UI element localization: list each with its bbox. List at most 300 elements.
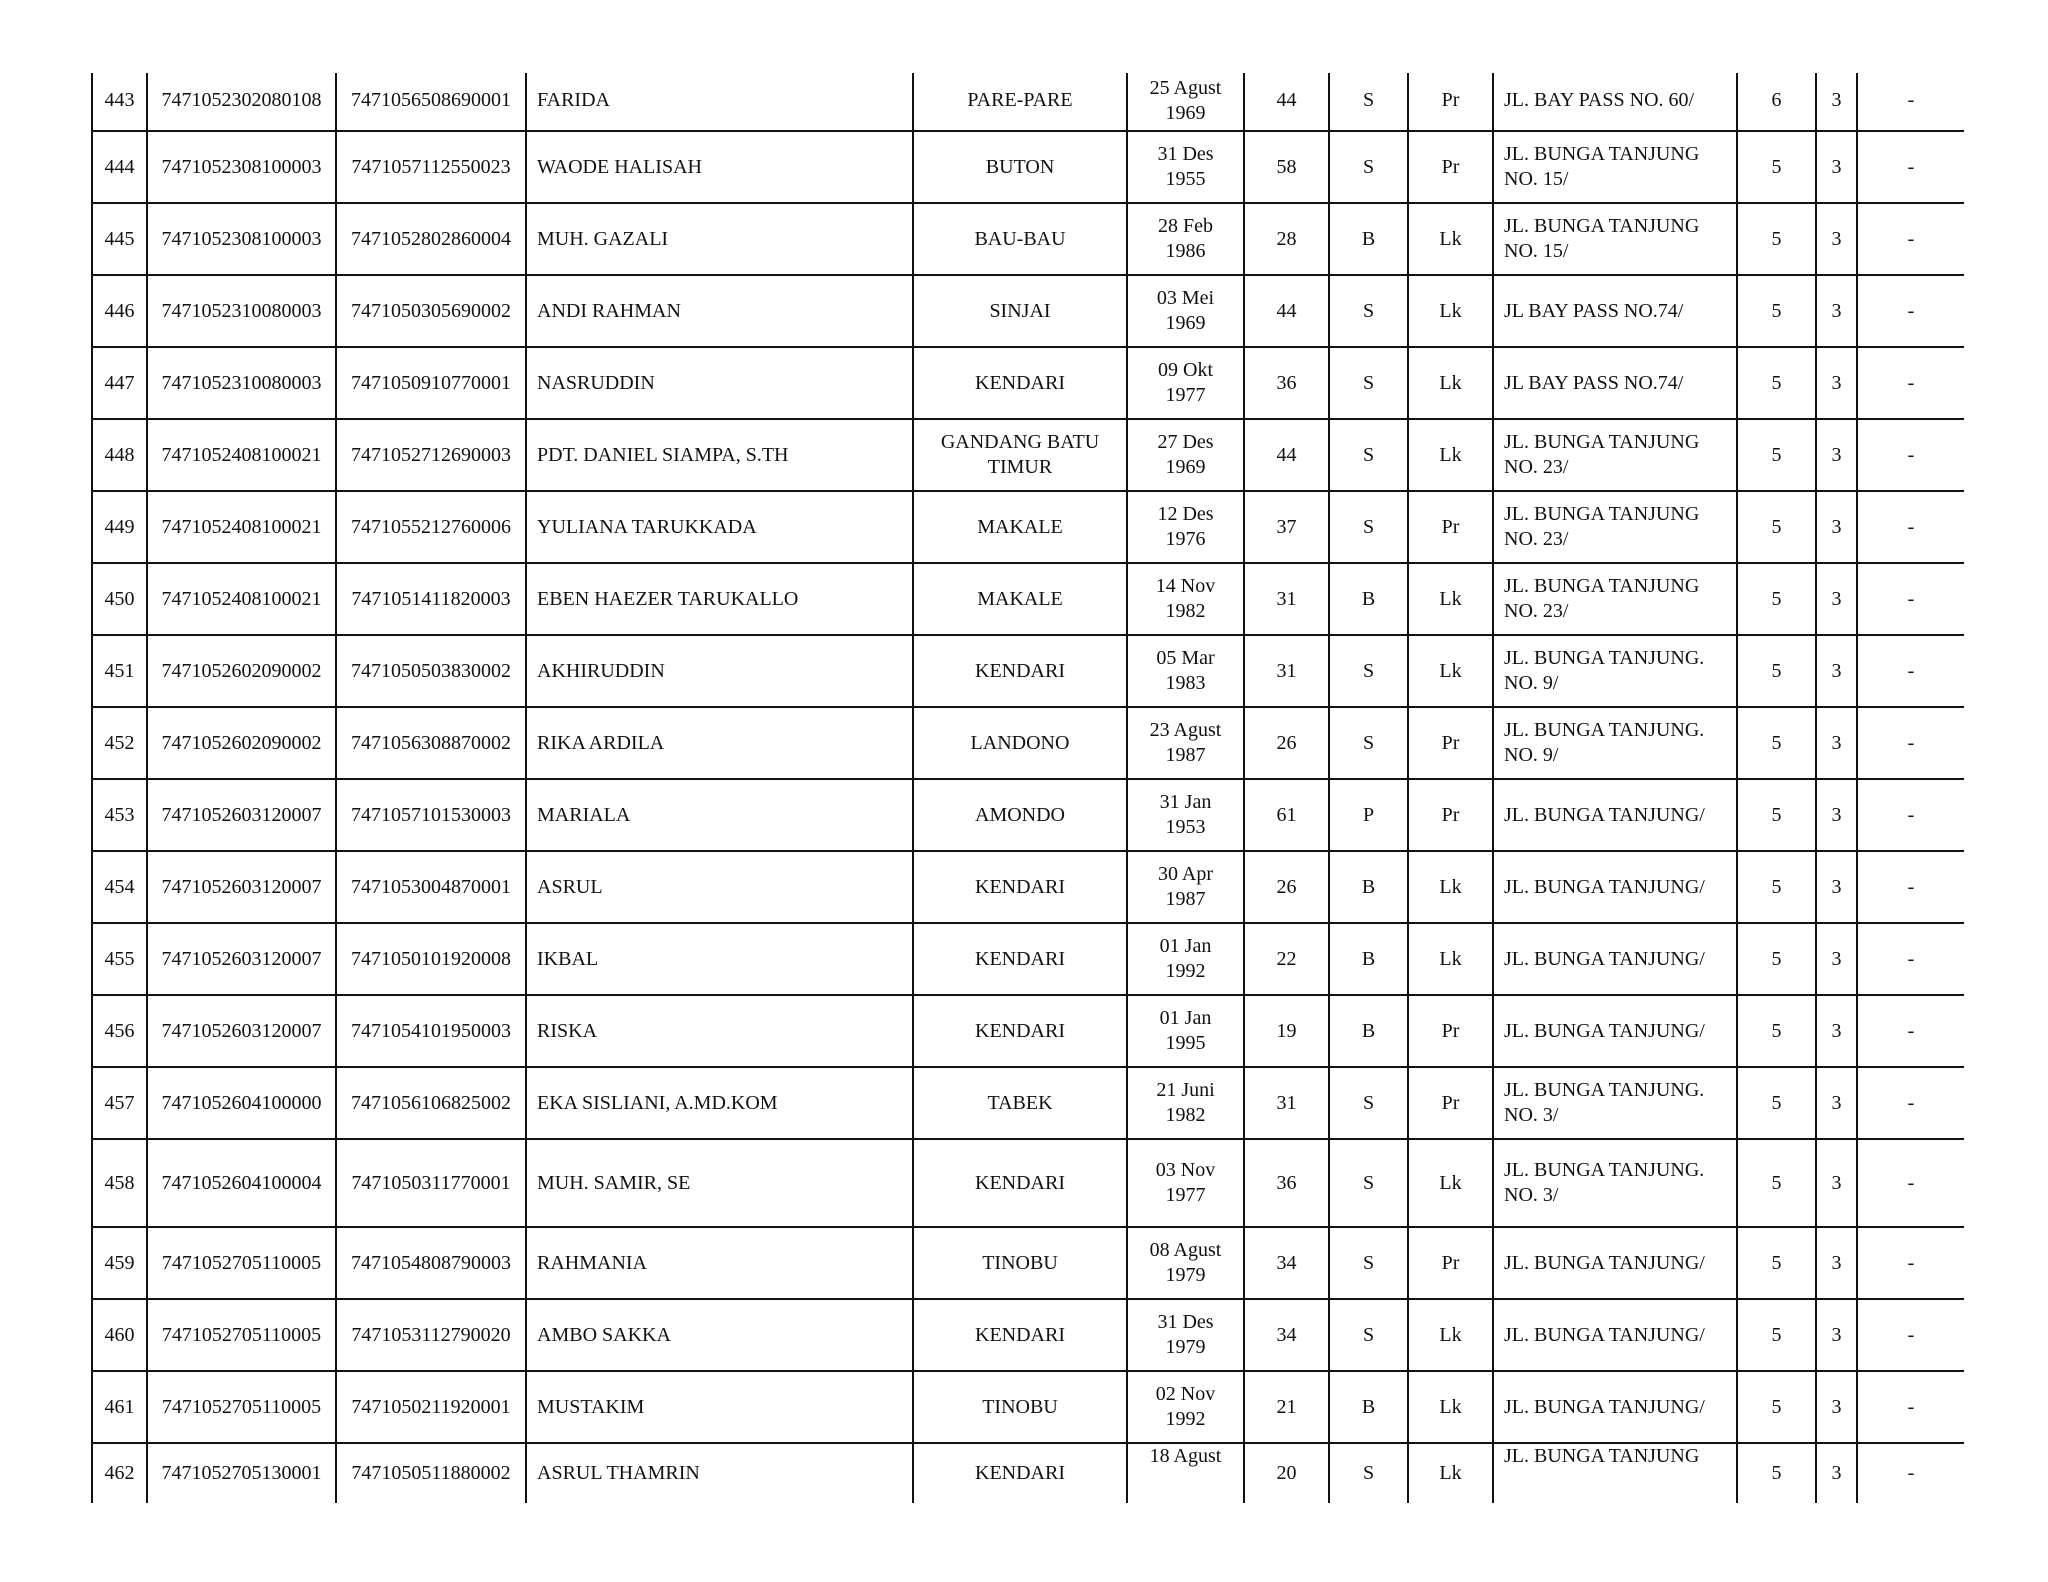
cell-name <box>526 131 913 203</box>
address-line2: NO. 3/ <box>1504 1184 1559 1206</box>
birthdate: 18 Agust <box>1149 1445 1222 1467</box>
row-number: 450 <box>104 587 135 610</box>
cell-birthplace <box>913 419 1127 491</box>
cell-address <box>1493 203 1737 275</box>
cell-rw <box>1816 1299 1857 1371</box>
cell-gender <box>1408 779 1493 851</box>
cell-no <box>92 1067 147 1139</box>
cell-name <box>526 923 913 995</box>
resident-name: IKBAL <box>537 947 599 970</box>
row-number: 458 <box>104 1171 135 1194</box>
address-line1: JL. BUNGA TANJUNG <box>1504 431 1700 453</box>
cell-marital-status <box>1329 1067 1408 1139</box>
address: JL BAY PASS NO.74/ <box>1504 371 1684 394</box>
cell-nik <box>336 851 526 923</box>
birthdate-line2: 1995 <box>1165 1032 1206 1054</box>
cell-birthdate <box>1127 923 1244 995</box>
table-row <box>92 635 1964 707</box>
marital-status: S <box>1362 299 1375 322</box>
family-card-number: 7471052603120007 <box>161 803 322 826</box>
cell-marital-status <box>1329 995 1408 1067</box>
cell-birthplace <box>913 1299 1127 1371</box>
cell-no <box>92 1371 147 1443</box>
birthdate-line1: 28 Feb <box>1158 215 1213 237</box>
cell-gender <box>1408 1139 1493 1227</box>
birthplace-line1: GANDANG BATU <box>940 431 1100 453</box>
nik-number: 7471050211920001 <box>351 1395 511 1418</box>
family-card-number: 7471052408100021 <box>161 443 322 466</box>
address: JL. BAY PASS NO. 60/ <box>1504 89 1695 111</box>
cell-address <box>1493 1299 1737 1371</box>
nik-number: 7471050511880002 <box>351 1462 511 1484</box>
gender: Lk <box>1439 875 1462 898</box>
address: JL. BUNGA TANJUNG/ <box>1504 875 1705 898</box>
cell-address <box>1493 1371 1737 1443</box>
cell-birthplace <box>913 851 1127 923</box>
cell-nik <box>336 1371 526 1443</box>
cell-address <box>1493 1139 1737 1227</box>
cell-kk <box>147 491 336 563</box>
cell-birthplace <box>913 131 1127 203</box>
cell-birthdate <box>1127 491 1244 563</box>
cell-kk <box>147 635 336 707</box>
cell-rt <box>1737 73 1816 131</box>
cell-nik <box>336 1299 526 1371</box>
age: 58 <box>1276 155 1297 178</box>
row-number: 448 <box>104 443 135 466</box>
population-register-sheet <box>91 73 1964 1513</box>
rw: 3 <box>1831 875 1842 898</box>
rw: 3 <box>1831 659 1842 682</box>
gender: Pr <box>1441 1019 1460 1042</box>
cell-name <box>526 995 913 1067</box>
resident-name: MUSTAKIM <box>537 1395 645 1418</box>
nik-number: 7471050311770001 <box>351 1171 511 1194</box>
birthdate-line1: 05 Mar <box>1156 647 1215 669</box>
note: - <box>1907 875 1915 898</box>
birthdate-line2: 1983 <box>1165 672 1206 694</box>
resident-name: FARIDA <box>537 89 610 111</box>
cell-nik <box>336 491 526 563</box>
cell-note <box>1857 419 1964 491</box>
note: - <box>1907 515 1915 538</box>
birthdate-line2: 1987 <box>1165 744 1206 766</box>
birthdate-line2: 1987 <box>1165 888 1206 910</box>
cell-rt <box>1737 851 1816 923</box>
cell-nik <box>336 923 526 995</box>
address-line1: JL. BUNGA TANJUNG <box>1504 215 1700 237</box>
cell-marital-status <box>1329 1371 1408 1443</box>
birthplace: KENDARI <box>975 1323 1065 1346</box>
birthplace: AMONDO <box>975 803 1065 826</box>
family-card-number: 7471052302080108 <box>161 89 322 111</box>
cell-name <box>526 1139 913 1227</box>
gender: Pr <box>1441 515 1460 538</box>
cell-address <box>1493 995 1737 1067</box>
birthdate-line1: 01 Jan <box>1159 1007 1212 1029</box>
row-number: 451 <box>104 659 135 682</box>
cell-marital-status <box>1329 275 1408 347</box>
table-row <box>92 1227 1964 1299</box>
rt: 5 <box>1771 731 1782 754</box>
cell-birthplace <box>913 635 1127 707</box>
birthdate-line2: 1979 <box>1165 1264 1206 1286</box>
cell-no <box>92 635 147 707</box>
family-card-number: 7471052705110005 <box>161 1395 322 1418</box>
resident-table-body <box>92 73 1964 1503</box>
birthplace: PARE-PARE <box>967 89 1073 111</box>
note: - <box>1907 299 1915 322</box>
note: - <box>1907 443 1915 466</box>
cell-no <box>92 707 147 779</box>
cell-age <box>1244 1139 1329 1227</box>
cell-note <box>1857 707 1964 779</box>
resident-name: NASRUDDIN <box>537 371 655 394</box>
birthdate-line2: 1969 <box>1165 456 1206 478</box>
row-number: 454 <box>104 875 135 898</box>
cell-name <box>526 1299 913 1371</box>
cell-no <box>92 851 147 923</box>
nik-number: 7471054808790003 <box>351 1251 511 1274</box>
gender: Lk <box>1439 659 1462 682</box>
age: 44 <box>1276 299 1297 322</box>
birthplace: LANDONO <box>970 731 1070 754</box>
cell-address <box>1493 635 1737 707</box>
address-line1: JL. BUNGA TANJUNG. <box>1504 1079 1705 1101</box>
gender: Lk <box>1439 443 1462 466</box>
cell-no <box>92 73 147 131</box>
table-row <box>92 563 1964 635</box>
cell-nik <box>336 275 526 347</box>
birthdate-line2: 1992 <box>1165 960 1206 982</box>
marital-status: B <box>1361 1395 1376 1418</box>
cell-rw <box>1816 1139 1857 1227</box>
age: 34 <box>1276 1323 1297 1346</box>
resident-name: EBEN HAEZER TARUKALLO <box>537 587 799 610</box>
age: 44 <box>1276 89 1297 111</box>
rt: 5 <box>1771 227 1782 250</box>
cell-name <box>526 419 913 491</box>
cell-kk <box>147 779 336 851</box>
row-number: 449 <box>104 515 135 538</box>
cell-birthplace <box>913 1067 1127 1139</box>
cell-kk <box>147 1227 336 1299</box>
cell-birthdate <box>1127 851 1244 923</box>
cell-nik <box>336 563 526 635</box>
cell-address <box>1493 563 1737 635</box>
cell-name <box>526 275 913 347</box>
row-number: 461 <box>104 1395 135 1418</box>
cell-rt <box>1737 131 1816 203</box>
cell-gender <box>1408 707 1493 779</box>
address-line2: NO. 23/ <box>1504 456 1569 478</box>
rw: 3 <box>1831 731 1842 754</box>
cell-gender <box>1408 419 1493 491</box>
address: JL. BUNGA TANJUNG/ <box>1504 1323 1705 1346</box>
birthdate-line1: 31 Des <box>1157 1311 1214 1333</box>
cell-marital-status <box>1329 779 1408 851</box>
cell-address <box>1493 131 1737 203</box>
cell-name <box>526 1443 913 1503</box>
cell-no <box>92 1139 147 1227</box>
cell-note <box>1857 851 1964 923</box>
note: - <box>1907 659 1915 682</box>
cell-marital-status <box>1329 923 1408 995</box>
age: 31 <box>1276 659 1297 682</box>
gender: Lk <box>1439 227 1462 250</box>
cell-name <box>526 1067 913 1139</box>
birthdate-line1: 02 Nov <box>1155 1383 1216 1405</box>
marital-status: B <box>1361 1019 1376 1042</box>
age: 31 <box>1276 587 1297 610</box>
nik-number: 7471057112550023 <box>351 155 511 178</box>
birthdate-line2: 1977 <box>1165 1184 1206 1206</box>
rw: 3 <box>1831 155 1842 178</box>
cell-age <box>1244 131 1329 203</box>
rw: 3 <box>1831 1395 1842 1418</box>
family-card-number: 7471052310080003 <box>161 299 322 322</box>
cell-age <box>1244 707 1329 779</box>
birthdate-line2: 1969 <box>1165 312 1206 334</box>
cell-address <box>1493 707 1737 779</box>
nik-number: 7471056106825002 <box>351 1091 511 1114</box>
birthdate-line1: 31 Jan <box>1159 791 1212 813</box>
age: 19 <box>1276 1019 1297 1042</box>
cell-birthdate <box>1127 1227 1244 1299</box>
cell-age <box>1244 851 1329 923</box>
note: - <box>1907 947 1915 970</box>
cell-name <box>526 635 913 707</box>
cell-rw <box>1816 635 1857 707</box>
cell-rt <box>1737 707 1816 779</box>
cell-birthplace <box>913 1227 1127 1299</box>
cell-birthdate <box>1127 1067 1244 1139</box>
cell-nik <box>336 707 526 779</box>
cell-birthdate <box>1127 1299 1244 1371</box>
cell-age <box>1244 1443 1329 1503</box>
rt: 5 <box>1771 155 1782 178</box>
cell-rw <box>1816 347 1857 419</box>
cell-note <box>1857 1227 1964 1299</box>
rt: 6 <box>1771 89 1782 111</box>
nik-number: 7471053004870001 <box>351 875 511 898</box>
gender: Lk <box>1439 1462 1462 1484</box>
rw: 3 <box>1831 587 1842 610</box>
address-line2: NO. 9/ <box>1504 744 1559 766</box>
resident-name: AMBO SAKKA <box>537 1323 671 1346</box>
marital-status: S <box>1362 1091 1375 1114</box>
cell-gender <box>1408 1443 1493 1503</box>
cell-age <box>1244 203 1329 275</box>
cell-nik <box>336 1443 526 1503</box>
cell-rw <box>1816 923 1857 995</box>
note: - <box>1907 1323 1915 1346</box>
birthdate-line1: 14 Nov <box>1155 575 1216 597</box>
rw: 3 <box>1831 1019 1842 1042</box>
cell-rt <box>1737 203 1816 275</box>
table-row <box>92 131 1964 203</box>
age: 37 <box>1276 515 1297 538</box>
address-line1: JL. BUNGA TANJUNG <box>1504 143 1700 165</box>
table-row <box>92 73 1964 131</box>
cell-rt <box>1737 1067 1816 1139</box>
cell-gender <box>1408 275 1493 347</box>
cell-gender <box>1408 347 1493 419</box>
cell-rt <box>1737 419 1816 491</box>
cell-birthplace <box>913 707 1127 779</box>
cell-birthplace <box>913 275 1127 347</box>
table-row <box>92 347 1964 419</box>
cell-rt <box>1737 1443 1816 1503</box>
cell-age <box>1244 491 1329 563</box>
table-row <box>92 1299 1964 1371</box>
gender: Lk <box>1439 371 1462 394</box>
rw: 3 <box>1831 803 1842 826</box>
marital-status: S <box>1362 89 1375 111</box>
cell-age <box>1244 635 1329 707</box>
nik-number: 7471056308870002 <box>351 731 511 754</box>
cell-birthdate <box>1127 563 1244 635</box>
table-row <box>92 1371 1964 1443</box>
birthdate-line2: 1955 <box>1165 168 1206 190</box>
cell-name <box>526 707 913 779</box>
birthdate-line1: 27 Des <box>1157 431 1214 453</box>
row-number: 452 <box>104 731 135 754</box>
cell-rw <box>1816 131 1857 203</box>
rt: 5 <box>1771 515 1782 538</box>
marital-status: S <box>1362 1251 1375 1274</box>
cell-note <box>1857 347 1964 419</box>
marital-status: S <box>1362 659 1375 682</box>
cell-birthplace <box>913 203 1127 275</box>
cell-nik <box>336 635 526 707</box>
rt: 5 <box>1771 947 1782 970</box>
row-number: 453 <box>104 803 135 826</box>
gender: Pr <box>1441 89 1460 111</box>
resident-name: RAHMANIA <box>537 1251 647 1274</box>
cell-address <box>1493 851 1737 923</box>
age: 36 <box>1276 1171 1297 1194</box>
cell-kk <box>147 1443 336 1503</box>
note: - <box>1907 371 1915 394</box>
family-card-number: 7471052308100003 <box>161 155 322 178</box>
birthdate-line2: 1953 <box>1165 816 1206 838</box>
address-line2: NO. 23/ <box>1504 600 1569 622</box>
age: 36 <box>1276 371 1297 394</box>
cell-kk <box>147 203 336 275</box>
cell-address <box>1493 1443 1737 1503</box>
cell-nik <box>336 419 526 491</box>
cell-no <box>92 1299 147 1371</box>
gender: Lk <box>1439 587 1462 610</box>
cell-no <box>92 203 147 275</box>
address-line1: JL. BUNGA TANJUNG. <box>1504 1159 1705 1181</box>
marital-status: S <box>1362 1171 1375 1194</box>
cell-note <box>1857 73 1964 131</box>
cell-rt <box>1737 491 1816 563</box>
cell-nik <box>336 779 526 851</box>
cell-address <box>1493 1227 1737 1299</box>
birthdate-line1: 01 Jan <box>1159 935 1212 957</box>
rt: 5 <box>1771 803 1782 826</box>
address: JL. BUNGA TANJUNG <box>1504 1445 1700 1467</box>
cell-note <box>1857 275 1964 347</box>
rt: 5 <box>1771 659 1782 682</box>
cell-marital-status <box>1329 73 1408 131</box>
note: - <box>1907 1091 1915 1114</box>
cell-gender <box>1408 923 1493 995</box>
cell-no <box>92 491 147 563</box>
birthdate-line1: 21 Juni <box>1156 1079 1215 1101</box>
cell-rt <box>1737 635 1816 707</box>
cell-birthdate <box>1127 635 1244 707</box>
nik-number: 7471053112790020 <box>351 1323 511 1346</box>
cell-nik <box>336 1067 526 1139</box>
birthdate-line2: 1982 <box>1165 1104 1206 1126</box>
cell-rt <box>1737 1139 1816 1227</box>
cell-no <box>92 347 147 419</box>
row-number: 445 <box>104 227 135 250</box>
cell-marital-status <box>1329 491 1408 563</box>
row-number: 460 <box>104 1323 135 1346</box>
rw: 3 <box>1831 515 1842 538</box>
gender: Lk <box>1439 947 1462 970</box>
age: 21 <box>1276 1395 1297 1418</box>
cell-birthdate <box>1127 73 1244 131</box>
cell-note <box>1857 1139 1964 1227</box>
cell-note <box>1857 1443 1964 1503</box>
cell-no <box>92 563 147 635</box>
cell-address <box>1493 1067 1737 1139</box>
row-number: 455 <box>104 947 135 970</box>
address-line1: JL. BUNGA TANJUNG. <box>1504 719 1705 741</box>
family-card-number: 7471052603120007 <box>161 1019 322 1042</box>
nik-number: 7471050910770001 <box>351 371 511 394</box>
family-card-number: 7471052603120007 <box>161 875 322 898</box>
cell-rt <box>1737 1227 1816 1299</box>
family-card-number: 7471052408100021 <box>161 587 322 610</box>
cell-birthplace <box>913 923 1127 995</box>
birthplace: MAKALE <box>977 515 1063 538</box>
row-number: 447 <box>104 371 135 394</box>
nik-number: 7471050503830002 <box>351 659 511 682</box>
cell-age <box>1244 419 1329 491</box>
cell-name <box>526 1371 913 1443</box>
resident-name: WAODE HALISAH <box>537 155 702 178</box>
birthplace: KENDARI <box>975 1462 1065 1484</box>
cell-kk <box>147 851 336 923</box>
cell-rw <box>1816 851 1857 923</box>
cell-age <box>1244 1371 1329 1443</box>
family-card-number: 7471052310080003 <box>161 371 322 394</box>
rw: 3 <box>1831 227 1842 250</box>
cell-name <box>526 851 913 923</box>
cell-no <box>92 1443 147 1503</box>
rw: 3 <box>1831 1251 1842 1274</box>
cell-rw <box>1816 419 1857 491</box>
table-row <box>92 1067 1964 1139</box>
rw: 3 <box>1831 1171 1842 1194</box>
cell-birthplace <box>913 347 1127 419</box>
note: - <box>1907 587 1915 610</box>
cell-rt <box>1737 347 1816 419</box>
birthplace: TINOBU <box>982 1251 1058 1274</box>
birthplace: KENDARI <box>975 371 1065 394</box>
birthplace: KENDARI <box>975 659 1065 682</box>
note: - <box>1907 155 1915 178</box>
table-row <box>92 203 1964 275</box>
address-line2: NO. 9/ <box>1504 672 1559 694</box>
